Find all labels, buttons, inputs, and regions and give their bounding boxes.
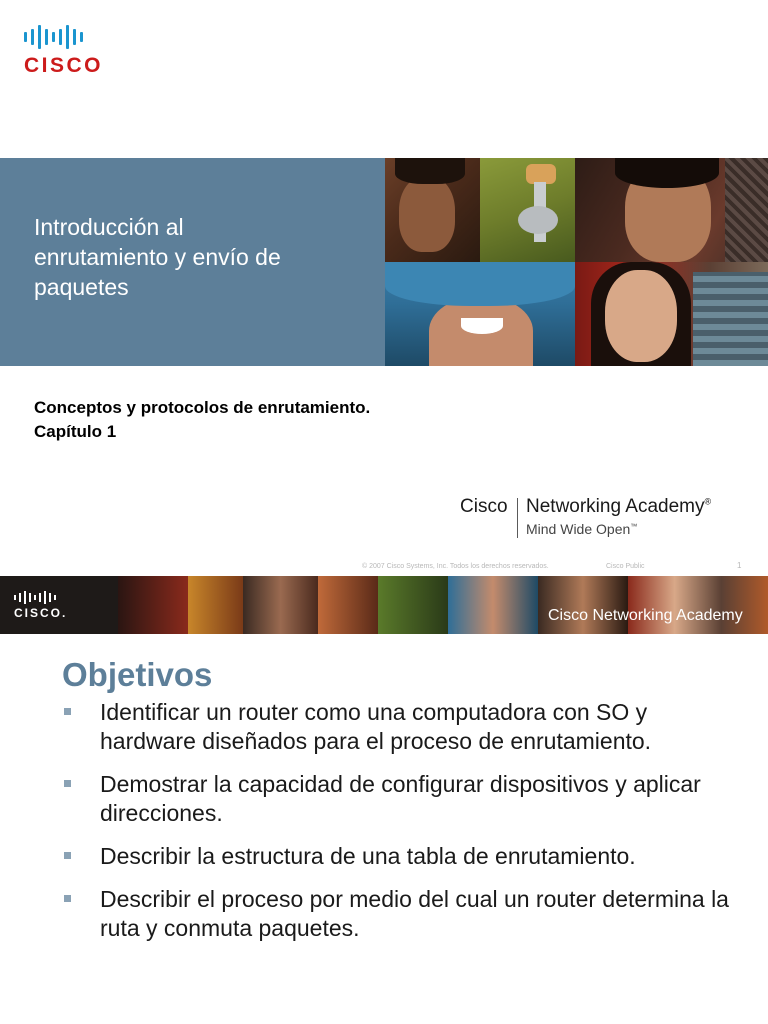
banner-cisco-logo: [14, 590, 76, 622]
square-bullet-icon: [64, 708, 71, 715]
photo-young-man: [385, 158, 480, 262]
photo-smiling-man: [575, 158, 768, 262]
academy-divider: [517, 498, 518, 538]
banner-cisco-wordmark: CISCO.: [14, 606, 68, 620]
square-bullet-icon: [64, 852, 71, 859]
photo-hooded-person: [385, 262, 575, 366]
objectives-title: Objetivos: [62, 656, 213, 693]
objective-item: [62, 885, 742, 943]
cisco-logo: [24, 24, 124, 76]
objective-item: [62, 842, 742, 871]
slide-subtitle: [34, 396, 634, 444]
slide-title-line: Introducción al: [34, 214, 184, 240]
slide-title-line: enrutamiento y envío de: [34, 244, 281, 270]
title-panel: [0, 158, 385, 366]
networking-academy-logo: [460, 496, 760, 542]
student-photo-collage: [385, 158, 768, 366]
photo-smiling-woman: [575, 262, 768, 366]
square-bullet-icon: [64, 780, 71, 787]
photo-skateboard: [480, 158, 575, 262]
slide-title: [34, 212, 374, 302]
banner-academy-text: Cisco Networking Academy: [548, 607, 743, 624]
objective-text: Describir el proceso por medio del cual un router determina la ruta y conmuta paquetes.: [100, 886, 729, 941]
objective-item: [62, 770, 742, 828]
slide-title-line: paquetes: [34, 274, 129, 300]
page-number: 1: [737, 561, 742, 570]
cisco-logo-bars-icon: [24, 24, 124, 50]
square-bullet-icon: [64, 895, 71, 902]
academy-tagline: Mind Wide Open™: [526, 521, 638, 537]
copyright-footer: © 2007 Cisco Systems, Inc. Todos los derechos reservados.: [362, 563, 549, 570]
objectives-slide: [0, 576, 768, 1024]
objective-item: [62, 698, 742, 756]
subtitle-line: Capítulo 1: [34, 422, 117, 441]
banner-photo-strip: [118, 576, 768, 634]
objective-text: Demostrar la capacidad de configurar dispositivos y aplicar direcciones.: [100, 771, 701, 826]
title-band: [0, 158, 768, 366]
objectives-list: [62, 698, 742, 943]
subtitle-line: Conceptos y protocolos de enrutamiento.: [34, 398, 371, 417]
objective-text: Describir la estructura de una tabla de enrutamiento.: [100, 843, 636, 869]
academy-cisco-text: Cisco: [460, 496, 508, 517]
slide-banner: [0, 576, 768, 634]
classification-footer: Cisco Public: [606, 563, 645, 570]
objective-text: Identificar un router como una computadora con SO y hardware diseñados para el proceso de enrutamiento.: [100, 699, 652, 754]
banner-cisco-bars-icon: [14, 590, 76, 604]
academy-name: Networking Academy®: [526, 496, 712, 517]
cisco-logo-wordmark: CISCO: [24, 54, 104, 77]
